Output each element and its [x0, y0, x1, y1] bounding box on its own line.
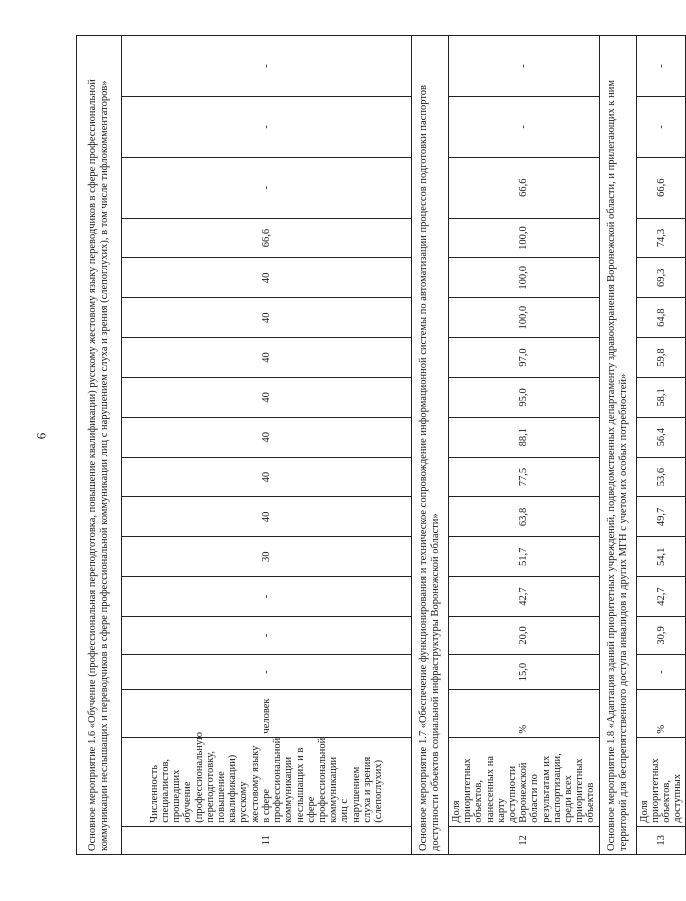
value-cell: 40	[122, 258, 412, 298]
section-heading-row	[599, 36, 636, 855]
value-cell: 88,1	[449, 417, 600, 457]
value-cell: 20,0	[449, 617, 600, 655]
value-cell: 59,8	[636, 338, 686, 378]
indicator-name: Численность специалистов, прошедших обучение (профессиональную переподготовку, повышение квалификации) русскому жестовому языку в сфере профессиональной коммуникации неслышащих и в сфере профессиональной коммуникации лиц с нарушением слуха и зрения (слепоглухих)	[122, 737, 412, 826]
table-row	[636, 36, 686, 855]
value-cell: 40	[122, 298, 412, 338]
value-cell: 30	[122, 537, 412, 577]
section-heading: Основное мероприятие 1.6 «Обучение (профессиональная переподготовка, повышение квалификации) русскому жестовому языку переводчиков в сфере профессиональной коммуникации неслышащих и переводчиков в сфере профессиональной коммуникации лиц с нарушением слуха и зрения (слепоглухих), в том числе тифлокомментаторов»	[77, 36, 122, 855]
value-cell: -	[636, 96, 686, 157]
value-cell: 42,7	[449, 577, 600, 617]
value-cell: -	[122, 36, 412, 97]
table-row	[122, 36, 412, 855]
value-cell: -	[122, 617, 412, 655]
value-cell: 100,0	[449, 218, 600, 258]
value-cell: -	[636, 36, 686, 97]
value-cell: -	[122, 654, 412, 690]
page-number: 6	[33, 432, 49, 440]
value-cell: 58,1	[636, 377, 686, 417]
value-cell: -	[122, 96, 412, 157]
value-cell: -	[636, 654, 686, 690]
value-cell: -	[122, 577, 412, 617]
row-number: 11	[122, 826, 412, 854]
value-cell: -	[449, 96, 600, 157]
value-cell: 100,0	[449, 298, 600, 338]
indicator-name: Доля приоритетных объектов, доступных	[636, 737, 686, 826]
value-cell: 15,0	[449, 654, 600, 690]
value-cell: 51,7	[449, 537, 600, 577]
value-cell: 64,8	[636, 298, 686, 338]
value-cell: 54,1	[636, 537, 686, 577]
unit-cell: %	[636, 690, 686, 737]
unit-cell: человек	[122, 690, 412, 737]
value-cell: -	[449, 36, 600, 97]
row-number: 12	[449, 826, 600, 854]
unit-cell: %	[449, 690, 600, 737]
section-heading: Основное мероприятие 1.7 «Обеспечение функционирования и техническое сопровождение информационной системы по автоматизации процессов подготовки паспортов доступности объектов социальной инфраструктуры Воронежской области»	[412, 36, 449, 855]
row-number: 13	[636, 826, 686, 854]
value-cell: 74,3	[636, 218, 686, 258]
value-cell: 66,6	[122, 218, 412, 258]
value-cell: 95,0	[449, 377, 600, 417]
indicators-table	[76, 35, 686, 855]
value-cell: 30,9	[636, 617, 686, 655]
indicator-name: Доля приоритетных объектов, нанесенных на карту доступности Воронежской области по результатам их паспортизации, среди всех приоритетных объектов	[449, 737, 600, 826]
value-cell: 42,7	[636, 577, 686, 617]
value-cell: 40	[122, 417, 412, 457]
value-cell: 40	[122, 338, 412, 378]
value-cell: 49,7	[636, 497, 686, 537]
section-heading-row	[412, 36, 449, 855]
value-cell: 100,0	[449, 258, 600, 298]
value-cell: 66,6	[636, 157, 686, 218]
rotated-table-container	[76, 35, 684, 855]
value-cell: 69,3	[636, 258, 686, 298]
value-cell: 63,8	[449, 497, 600, 537]
value-cell: 66,6	[449, 157, 600, 218]
value-cell: 40	[122, 497, 412, 537]
table-row	[449, 36, 600, 855]
value-cell: 53,6	[636, 457, 686, 497]
value-cell: -	[122, 157, 412, 218]
value-cell: 40	[122, 457, 412, 497]
section-heading: Основное мероприятие 1.8 «Адаптация зданий приоритетных учреждений, подведомственных департаменту здравоохранения Воронежской области, и прилегающих к ним территорий для беспрепятственного доступа инвалидов и других МГН с учетом их особых потребностей»	[599, 36, 636, 855]
value-cell: 77,5	[449, 457, 600, 497]
value-cell: 97,0	[449, 338, 600, 378]
section-heading-row	[77, 36, 122, 855]
value-cell: 40	[122, 377, 412, 417]
value-cell: 56,4	[636, 417, 686, 457]
